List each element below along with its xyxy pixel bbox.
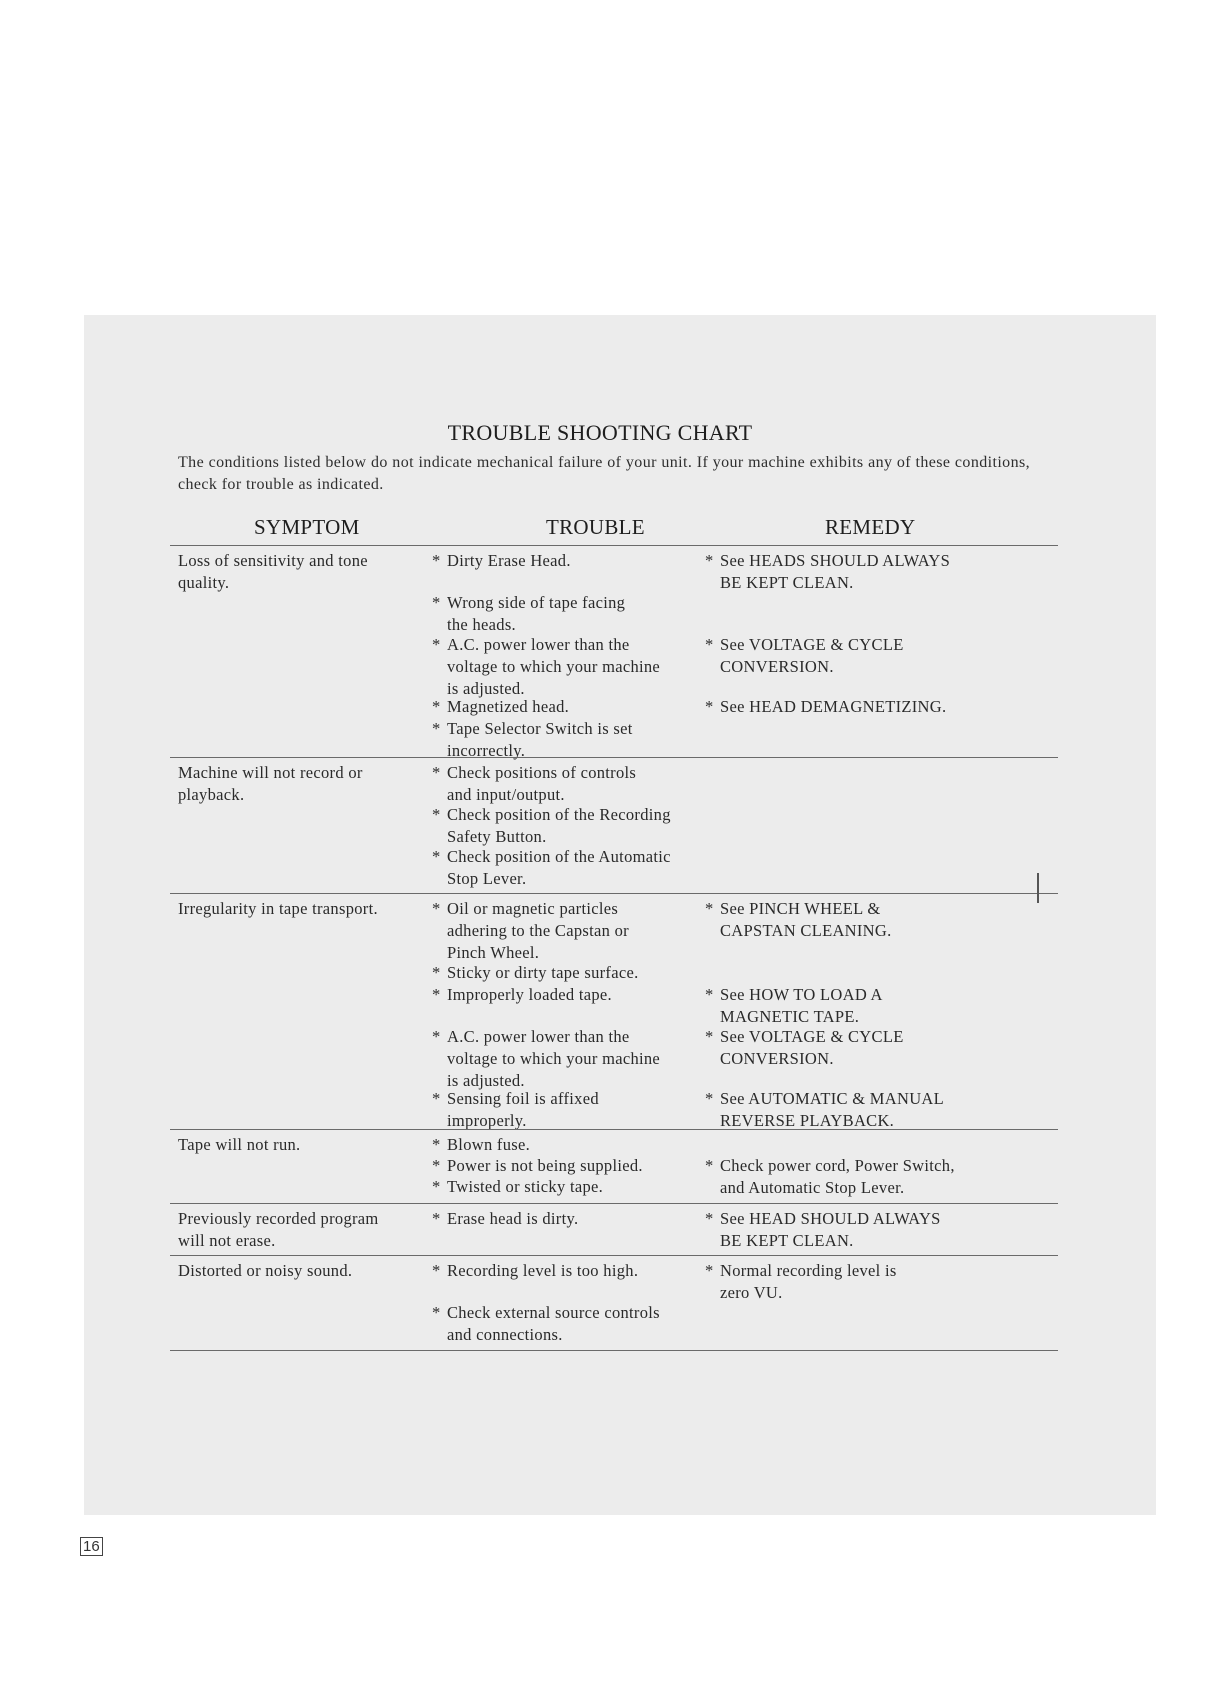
bullet-asterisk: * [705,1261,714,1280]
remedy-text: Normal recording level is zero VU. [720,1261,897,1302]
header-remedy: REMEDY [825,515,916,539]
trouble-item [432,984,612,1006]
trouble-item [432,592,625,636]
header-symptom: SYMPTOM [254,515,360,539]
bullet-asterisk: * [705,551,714,570]
bullet-asterisk: * [432,763,441,782]
bullet-asterisk: * [432,697,441,716]
bullet-asterisk: * [432,1177,441,1196]
trouble-item [432,1155,643,1177]
bullet-asterisk: * [432,805,441,824]
trouble-item [432,718,633,762]
remedy-text: See VOLTAGE & CYCLE CONVERSION. [720,1027,904,1068]
remedy-item [705,984,883,1028]
trouble-item [432,1088,599,1132]
trouble-item [432,804,671,848]
symptom-cell: Machine will not record or playback. [178,763,363,804]
page-number: 16 [80,1537,103,1556]
table-row [170,1203,1058,1255]
trouble-text: Sticky or dirty tape surface. [447,963,639,982]
trouble-text: Erase head is dirty. [447,1209,579,1228]
bullet-asterisk: * [432,551,441,570]
trouble-item [432,762,636,806]
trouble-item [432,898,629,964]
margin-mark [1037,873,1039,903]
table-row [170,757,1058,893]
bullet-asterisk: * [432,1261,441,1280]
trouble-item [432,1176,603,1198]
trouble-text: Sensing foil is affixed improperly. [447,1089,599,1130]
table-row [170,1129,1058,1203]
remedy-text: See AUTOMATIC & MANUAL REVERSE PLAYBACK. [720,1089,945,1130]
trouble-text: Improperly loaded tape. [447,985,612,1004]
trouble-table [170,545,1058,1351]
trouble-text: Dirty Erase Head. [447,551,571,570]
table-row [170,545,1058,760]
header-trouble: TROUBLE [546,515,645,539]
trouble-item [432,1302,660,1346]
trouble-text: Check position of the Recording Safety Button. [447,805,671,846]
trouble-text: Power is not being supplied. [447,1156,643,1175]
trouble-item [432,1260,638,1282]
symptom-cell: Loss of sensitivity and tone quality. [178,551,368,592]
bullet-asterisk: * [432,1156,441,1175]
bullet-asterisk: * [432,985,441,1004]
bullet-asterisk: * [432,847,441,866]
remedy-item [705,898,892,942]
bullet-asterisk: * [432,593,441,612]
bullet-asterisk: * [432,1135,441,1154]
bullet-asterisk: * [705,1089,714,1108]
remedy-item [705,696,946,718]
trouble-text: Blown fuse. [447,1135,531,1154]
bullet-asterisk: * [432,1209,441,1228]
trouble-text: Magnetized head. [447,697,570,716]
bullet-asterisk: * [705,899,714,918]
bullet-asterisk: * [705,1209,714,1228]
bullet-asterisk: * [432,1027,441,1046]
table-header [170,515,1058,543]
bullet-asterisk: * [432,719,441,738]
trouble-item [432,1026,660,1092]
trouble-text: A.C. power lower than the voltage to which your machine is adjusted. [447,635,661,698]
remedy-item [705,1260,897,1304]
table-row [170,1255,1058,1351]
remedy-item [705,1026,904,1070]
trouble-item [432,634,660,700]
remedy-text: See PINCH WHEEL & CAPSTAN CLEANING. [720,899,892,940]
trouble-text: Check positions of controls and input/output. [447,763,637,804]
remedy-item [705,550,950,594]
table-row [170,893,1058,1129]
remedy-text: See HEAD DEMAGNETIZING. [720,697,947,716]
trouble-text: Recording level is too high. [447,1261,639,1280]
page-title: TROUBLE SHOOTING CHART [447,420,753,445]
remedy-item [705,1088,944,1132]
bullet-asterisk: * [432,635,441,654]
bullet-asterisk: * [705,985,714,1004]
trouble-text: Check external source controls and connections. [447,1303,660,1344]
symptom-cell: Irregularity in tape transport. [178,899,378,918]
remedy-text: Check power cord, Power Switch, and Automatic Stop Lever. [720,1156,955,1197]
remedy-item [705,1208,941,1252]
bullet-asterisk: * [705,697,714,716]
bullet-asterisk: * [432,899,441,918]
bullet-asterisk: * [432,1303,441,1322]
trouble-text: Wrong side of tape facing the heads. [447,593,626,634]
trouble-item [432,696,569,718]
symptom-cell: Distorted or noisy sound. [178,1261,353,1280]
trouble-item [432,962,639,984]
trouble-item [432,846,671,890]
trouble-item [432,550,571,572]
remedy-item [705,634,904,678]
bullet-asterisk: * [705,1156,714,1175]
bullet-asterisk: * [705,1027,714,1046]
trouble-text: Oil or magnetic particles adhering to the Capstan or Pinch Wheel. [447,899,629,962]
trouble-text: Tape Selector Switch is set incorrectly. [447,719,633,760]
symptom-cell: Previously recorded program will not erase. [178,1209,379,1250]
remedy-text: See HEADS SHOULD ALWAYS BE KEPT CLEAN. [720,551,951,592]
trouble-text: Check position of the Automatic Stop Lever. [447,847,671,888]
intro-paragraph: The conditions listed below do not indicate mechanical failure of your unit. If your machine exhibits any of these conditions, check for trouble as indicated. [178,454,1030,493]
remedy-item [705,1155,955,1199]
bullet-asterisk: * [432,1089,441,1108]
bullet-asterisk: * [432,963,441,982]
symptom-cell: Tape will not run. [178,1135,301,1154]
trouble-text: A.C. power lower than the voltage to which your machine is adjusted. [447,1027,661,1090]
remedy-text: See VOLTAGE & CYCLE CONVERSION. [720,635,904,676]
remedy-text: See HOW TO LOAD A MAGNETIC TAPE. [720,985,883,1026]
bullet-asterisk: * [705,635,714,654]
trouble-text: Twisted or sticky tape. [447,1177,604,1196]
remedy-text: See HEAD SHOULD ALWAYS BE KEPT CLEAN. [720,1209,941,1250]
trouble-item [432,1208,578,1230]
trouble-item [432,1134,530,1156]
